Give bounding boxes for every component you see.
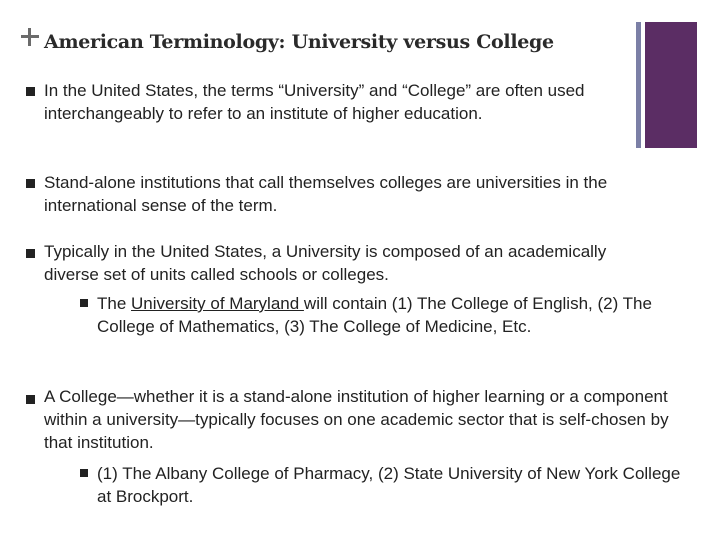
sub-bullet-marker xyxy=(80,469,88,477)
bullet-marker xyxy=(26,395,35,404)
sub-bullet-prefix: The xyxy=(97,294,132,313)
plus-icon xyxy=(21,28,39,46)
bullet-text-3: Typically in the United States, a University is composed of an academically diverse set of units called schools or colleges. xyxy=(44,242,607,284)
sub-bullet-text-2: (1) The Albany College of Pharmacy, (2) State University of New York College at Brockport. xyxy=(97,464,681,506)
sub-bullet-suffix: will contain (1) The College of English, (2) The College of Mathematics, (3) The College of Medicine, Etc. xyxy=(97,294,652,336)
bullet-text-1: In the United States, the terms “University” and “College” are often used interchangeably to refer to an institute of higher education. xyxy=(44,81,585,123)
accent-bar-block xyxy=(645,22,697,148)
sub-bullet-marker xyxy=(80,299,88,307)
bullet-marker xyxy=(26,87,35,96)
bullet-text-2: Stand-alone institutions that call themselves colleges are universities in the international sense of the term. xyxy=(44,173,608,215)
university-of-maryland-link[interactable]: University of Maryland xyxy=(131,294,304,313)
accent-bar-thin xyxy=(636,22,641,148)
slide-title: American Terminology: University versus College xyxy=(44,31,554,53)
bullet-marker xyxy=(26,179,35,188)
sub-bullet-text-1 xyxy=(97,292,677,338)
bullet-text-4: A College—whether it is a stand-alone institution of higher learning or a component within a university—typically focuses on one academic sector that is self-chosen by that institution. xyxy=(44,387,669,452)
bullet-marker xyxy=(26,249,35,258)
